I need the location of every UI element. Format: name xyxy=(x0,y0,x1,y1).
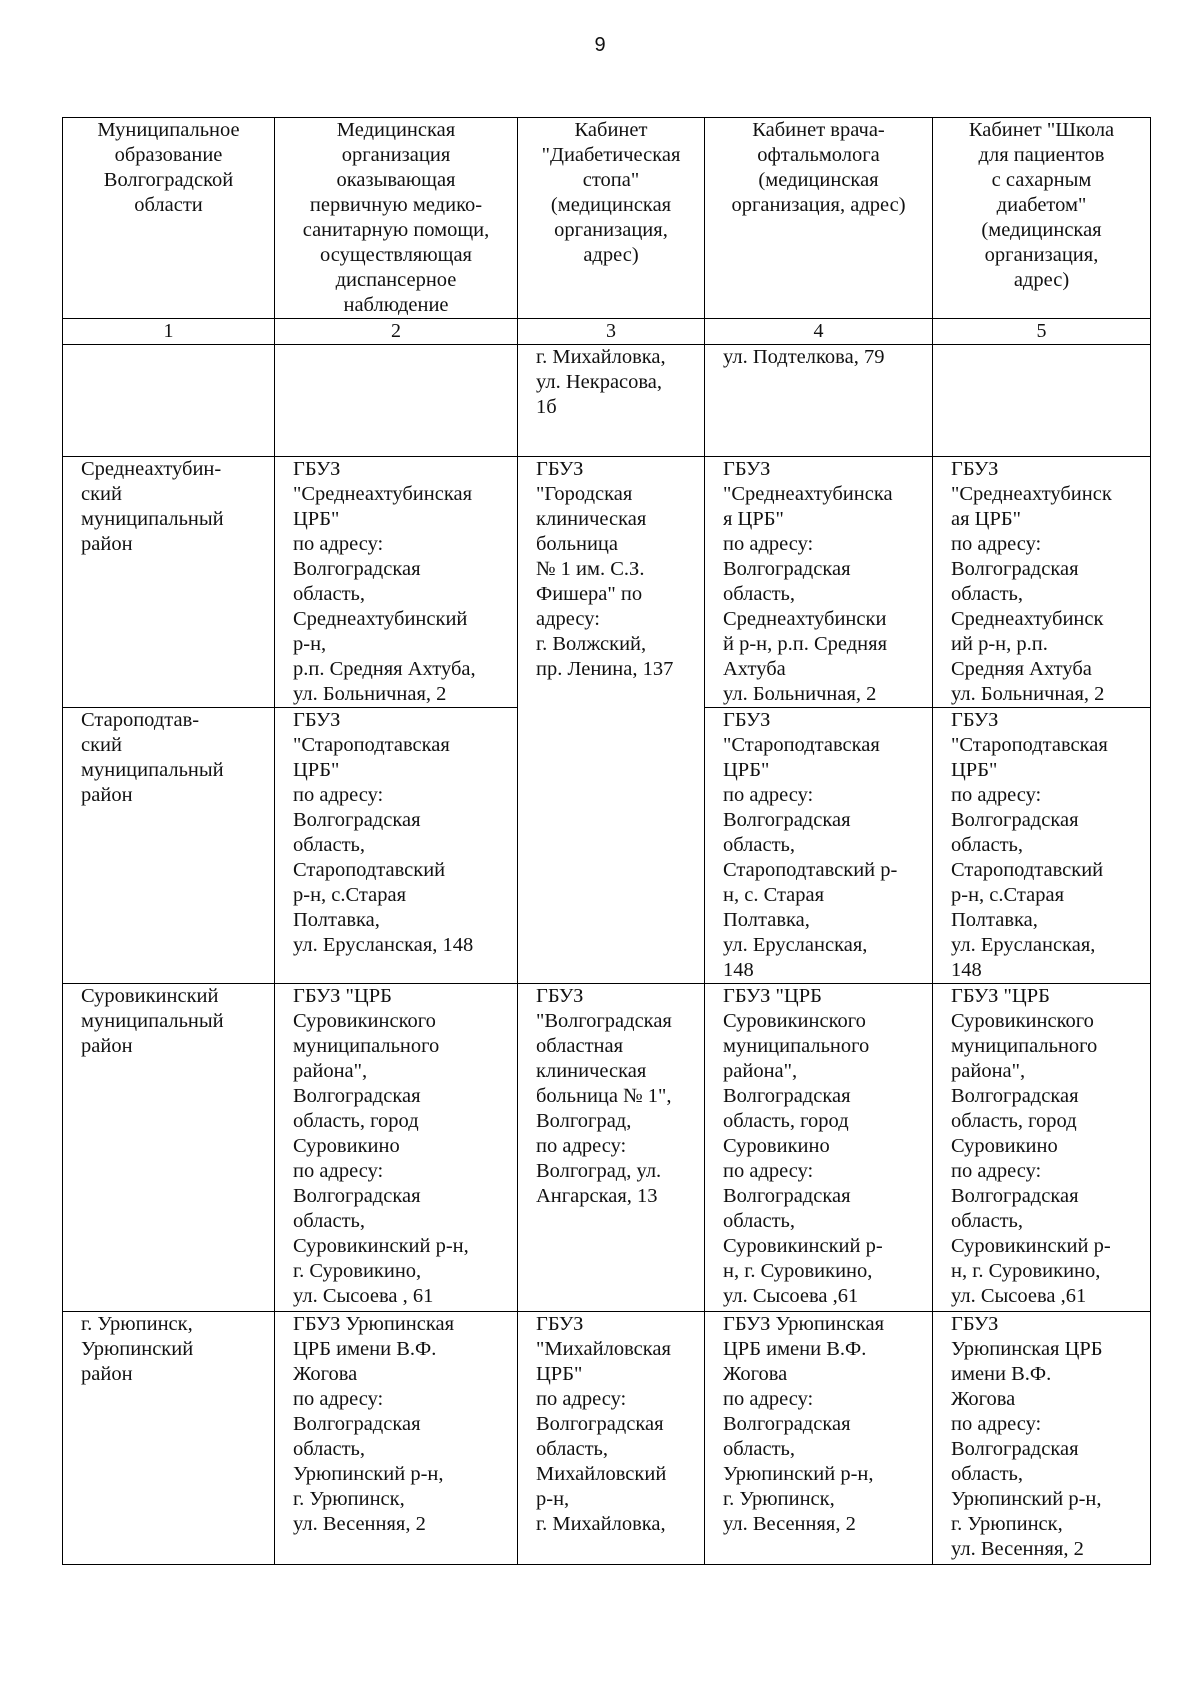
column-number: 2 xyxy=(275,319,518,345)
table-row-continuation xyxy=(63,345,1151,457)
cell-medical-organization: ГБУЗ "Среднеахтубинская ЦРБ" по адресу: Волгоградская область, Среднеахтубинский р-н, р.п. Средняя Ахтуба, ул. Больничная, 2 xyxy=(275,457,518,708)
cell-diabetic-foot-office: г. Михайловка, ул. Некрасова, 1б xyxy=(518,345,705,457)
column-number: 1 xyxy=(63,319,275,345)
cell-medical-organization: ГБУЗ "Староподтавская ЦРБ" по адресу: Волгоградская область, Староподтавский р-н, с.Старая Полтавка, ул. Еруcланская, 148 xyxy=(275,708,518,984)
table-header-row xyxy=(63,118,1151,319)
cell-medical-organization: ГБУЗ "ЦРБ Суровикинского муниципального района", Волгоградская область, город Суровикино по адресу: Волгоградская область, Суровикинский р-н, г. Суровикино, ул. Сысоева , 61 xyxy=(275,984,518,1312)
column-number: 3 xyxy=(518,319,705,345)
cell-ophthalmologist-office: ул. Подтелкова, 79 xyxy=(705,345,933,457)
cell-ophthalmologist-office: ГБУЗ "Староподтавская ЦРБ" по адресу: Волгоградская область, Староподтавский р- н, с. Старая Полтавка, ул. Еруcланская, 148 xyxy=(705,708,933,984)
cell-diabetes-school-office: ГБУЗ "ЦРБ Суровикинского муниципального района", Волгоградская область, город Суровикино по адресу: Волгоградская область, Суровикинский р- н, г. Суровикино, ул. Сысоева ,61 xyxy=(933,984,1151,1312)
cell-diabetic-foot-office: ГБУЗ "Михайловская ЦРБ" по адресу: Волгоградская область, Михайловский р-н, г. Михайловка, xyxy=(518,1312,705,1565)
cell-ophthalmologist-office: ГБУЗ "ЦРБ Суровикинского муниципального района", Волгоградская область, город Суровикино по адресу: Волгоградская область, Суровикинский р- н, г. Суровикино, ул. Сысоева ,61 xyxy=(705,984,933,1312)
cell-municipality: Суровикинский муниципальный район xyxy=(63,984,275,1312)
cell-municipality: Староподтав- ский муниципальный район xyxy=(63,708,275,984)
header-diabetes-school-office: Кабинет "Школа для пациентов с сахарным диабетом" (медицинская организация, адрес) xyxy=(933,118,1151,319)
cell-diabetes-school-office: ГБУЗ "Среднеахтубинск ая ЦРБ" по адресу: Волгоградская область, Среднеахтубинск ий р-н, р.п. Средняя Ахтуба ул. Больничная, 2 xyxy=(933,457,1151,708)
cell-ophthalmologist-office: ГБУЗ Урюпинская ЦРБ имени В.Ф. Жогова по адресу: Волгоградская область, Урюпинский р-н, г. Урюпинск, ул. Весенняя, 2 xyxy=(705,1312,933,1565)
header-municipality: Муниципальное образование Волгоградской области xyxy=(63,118,275,319)
header-diabetic-foot-office: Кабинет "Диабетическая стопа" (медицинская организация, адрес) xyxy=(518,118,705,319)
header-medical-organization: Медицинская организация оказывающая первичную медико- санитарную помощи, осуществляющая диспансерное наблюдение xyxy=(275,118,518,319)
cell-diabetes-school-office: ГБУЗ Урюпинская ЦРБ имени В.Ф. Жогова по адресу: Волгоградская область, Урюпинский р-н, г. Урюпинск, ул. Весенняя, 2 xyxy=(933,1312,1151,1565)
page-number: 9 xyxy=(594,34,606,56)
medical-organizations-table xyxy=(62,117,1151,1565)
column-number: 5 xyxy=(933,319,1151,345)
cell-diabetic-foot-office: ГБУЗ "Городская клиническая больница № 1 им. С.З. Фишера" по адресу: г. Волжский, пр. Ленина, 137 xyxy=(518,457,705,984)
cell-diabetic-foot-office: ГБУЗ "Волгоградская областная клиническая больница № 1", Волгоград, по адресу: Волгоград, ул. Ангарская, 13 xyxy=(518,984,705,1312)
table-row xyxy=(63,984,1151,1312)
cell-medical-organization: ГБУЗ Урюпинская ЦРБ имени В.Ф. Жогова по адресу: Волгоградская область, Урюпинский р-н, г. Урюпинск, ул. Весенняя, 2 xyxy=(275,1312,518,1565)
cell-municipality: г. Урюпинск, Урюпинский район xyxy=(63,1312,275,1565)
cell-diabetes-school-office: ГБУЗ "Староподтавская ЦРБ" по адресу: Волгоградская область, Староподтавский р-н, с.Старая Полтавка, ул. Еруcланская, 148 xyxy=(933,708,1151,984)
header-ophthalmologist-office: Кабинет врача- офтальмолога (медицинская организация, адрес) xyxy=(705,118,933,319)
cell-municipality xyxy=(63,345,275,457)
table-row xyxy=(63,457,1151,708)
cell-municipality: Среднеахтубин- ский муниципальный район xyxy=(63,457,275,708)
table-row xyxy=(63,1312,1151,1565)
cell-medical-organization xyxy=(275,345,518,457)
column-number: 4 xyxy=(705,319,933,345)
column-number-row xyxy=(63,319,1151,345)
cell-ophthalmologist-office: ГБУЗ "Среднеахтубинска я ЦРБ" по адресу: Волгоградская область, Среднеахтубински й р-н, р.п. Средняя Ахтуба ул. Больничная, 2 xyxy=(705,457,933,708)
cell-diabetes-school-office xyxy=(933,345,1151,457)
